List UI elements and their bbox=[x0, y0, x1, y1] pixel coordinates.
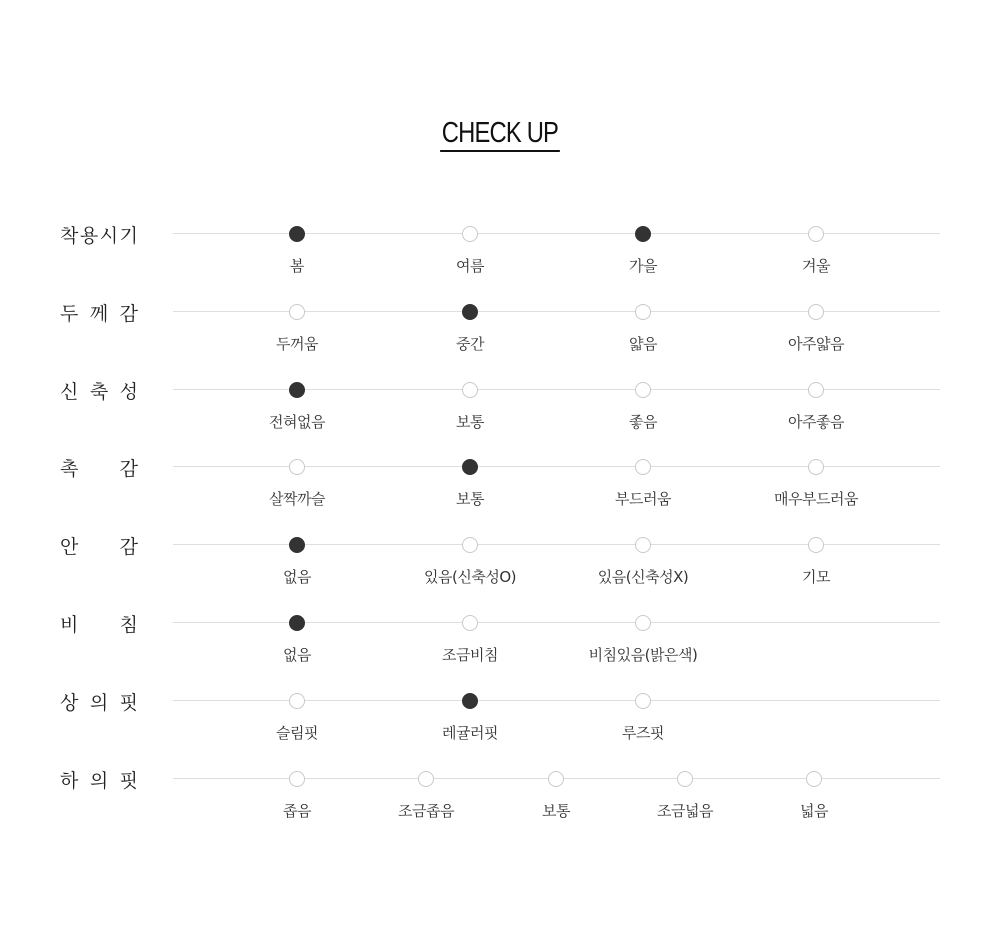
option bbox=[736, 453, 896, 523]
check-row bbox=[0, 453, 1000, 523]
option-label: 얇음 bbox=[629, 335, 657, 353]
option bbox=[563, 609, 723, 679]
option bbox=[217, 298, 377, 368]
option-label: 중간 bbox=[456, 335, 484, 353]
unselected-dot-icon bbox=[462, 537, 478, 553]
option bbox=[563, 298, 723, 368]
option-label: 아주좋음 bbox=[788, 413, 844, 431]
option bbox=[390, 609, 550, 679]
option-label: 부드러움 bbox=[615, 490, 671, 508]
selected-dot-icon bbox=[635, 226, 651, 242]
option-label: 슬림핏 bbox=[276, 724, 318, 742]
row-label-char: 성 bbox=[119, 380, 138, 403]
option-label: 매우부드러움 bbox=[774, 490, 858, 508]
option bbox=[563, 376, 723, 446]
unselected-dot-icon bbox=[289, 771, 305, 787]
check-up-heading-wrap bbox=[0, 116, 1000, 152]
option-label: 조금비침 bbox=[442, 646, 498, 664]
option bbox=[217, 376, 377, 446]
unselected-dot-icon bbox=[635, 459, 651, 475]
check-row bbox=[0, 765, 1000, 835]
option-label: 보통 bbox=[456, 413, 484, 431]
row-label bbox=[60, 220, 138, 248]
unselected-dot-icon bbox=[806, 771, 822, 787]
option bbox=[734, 765, 894, 835]
check-row bbox=[0, 687, 1000, 757]
option-label: 있음(신축성O) bbox=[424, 568, 516, 586]
selected-dot-icon bbox=[289, 537, 305, 553]
row-label bbox=[60, 531, 138, 559]
option-label: 가을 bbox=[629, 257, 657, 275]
option-label: 기모 bbox=[802, 568, 830, 586]
selected-dot-icon bbox=[289, 226, 305, 242]
unselected-dot-icon bbox=[635, 615, 651, 631]
option bbox=[390, 298, 550, 368]
row-label-char: 비 bbox=[60, 613, 79, 636]
unselected-dot-icon bbox=[808, 304, 824, 320]
row-label-char: 시 bbox=[99, 224, 119, 247]
option bbox=[563, 220, 723, 290]
option bbox=[563, 531, 723, 601]
unselected-dot-icon bbox=[289, 459, 305, 475]
unselected-dot-icon bbox=[635, 693, 651, 709]
option bbox=[390, 376, 550, 446]
row-label bbox=[60, 298, 138, 326]
selected-dot-icon bbox=[462, 304, 478, 320]
option-label: 루즈핏 bbox=[622, 724, 664, 742]
unselected-dot-icon bbox=[808, 226, 824, 242]
selected-dot-icon bbox=[462, 459, 478, 475]
option-label: 비침있음(밝은색) bbox=[588, 646, 698, 664]
row-label-char: 의 bbox=[89, 769, 109, 792]
option-label: 조금넓음 bbox=[657, 802, 713, 820]
row-label-char: 감 bbox=[119, 535, 138, 558]
option bbox=[736, 376, 896, 446]
check-row bbox=[0, 298, 1000, 368]
row-label-char: 신 bbox=[60, 380, 79, 403]
option-label: 봄 bbox=[290, 257, 304, 275]
check-row bbox=[0, 609, 1000, 679]
row-label bbox=[60, 453, 138, 481]
option bbox=[390, 531, 550, 601]
row-label-char: 하 bbox=[60, 769, 79, 792]
option bbox=[736, 531, 896, 601]
row-label-char: 착 bbox=[60, 224, 79, 247]
option bbox=[217, 220, 377, 290]
row-label-char: 의 bbox=[89, 691, 109, 714]
row-label-char: 두 bbox=[60, 302, 79, 325]
option-label: 전혀없음 bbox=[269, 413, 325, 431]
row-label-char: 축 bbox=[89, 380, 109, 403]
option bbox=[390, 220, 550, 290]
unselected-dot-icon bbox=[462, 382, 478, 398]
option bbox=[217, 453, 377, 523]
option-label: 넓음 bbox=[800, 802, 828, 820]
option-label: 좁음 bbox=[283, 802, 311, 820]
option-label: 좋음 bbox=[629, 413, 657, 431]
option bbox=[217, 609, 377, 679]
option-label: 레귤러핏 bbox=[442, 724, 498, 742]
option bbox=[217, 531, 377, 601]
unselected-dot-icon bbox=[548, 771, 564, 787]
option bbox=[736, 298, 896, 368]
row-label-char: 께 bbox=[89, 302, 109, 325]
selected-dot-icon bbox=[289, 382, 305, 398]
row-label-char: 감 bbox=[119, 457, 138, 480]
unselected-dot-icon bbox=[808, 382, 824, 398]
unselected-dot-icon bbox=[462, 226, 478, 242]
option-label: 보통 bbox=[456, 490, 484, 508]
option-label: 아주얇음 bbox=[788, 335, 844, 353]
row-label-char: 핏 bbox=[119, 691, 138, 714]
row-label bbox=[60, 765, 138, 793]
selected-dot-icon bbox=[462, 693, 478, 709]
unselected-dot-icon bbox=[677, 771, 693, 787]
unselected-dot-icon bbox=[289, 693, 305, 709]
row-label-char: 상 bbox=[60, 691, 79, 714]
option bbox=[563, 453, 723, 523]
check-up-title: CHECK UP bbox=[440, 116, 560, 152]
option-label: 없음 bbox=[283, 568, 311, 586]
check-row bbox=[0, 376, 1000, 446]
unselected-dot-icon bbox=[462, 615, 478, 631]
option-label: 여름 bbox=[456, 257, 484, 275]
row-label-char: 안 bbox=[60, 535, 79, 558]
unselected-dot-icon bbox=[289, 304, 305, 320]
option bbox=[736, 220, 896, 290]
unselected-dot-icon bbox=[635, 304, 651, 320]
unselected-dot-icon bbox=[635, 537, 651, 553]
row-label-char: 기 bbox=[119, 224, 138, 247]
row-label-char: 용 bbox=[79, 224, 99, 247]
unselected-dot-icon bbox=[808, 459, 824, 475]
option-label: 있음(신축성X) bbox=[597, 568, 689, 586]
row-label-char: 감 bbox=[119, 302, 138, 325]
option-label: 보통 bbox=[542, 802, 570, 820]
row-label bbox=[60, 687, 138, 715]
option-label: 조금좁음 bbox=[398, 802, 454, 820]
unselected-dot-icon bbox=[418, 771, 434, 787]
option-label: 살짝까슬 bbox=[269, 490, 325, 508]
option-label: 겨울 bbox=[802, 257, 830, 275]
option bbox=[217, 687, 377, 757]
unselected-dot-icon bbox=[635, 382, 651, 398]
option bbox=[390, 453, 550, 523]
row-label bbox=[60, 609, 138, 637]
unselected-dot-icon bbox=[808, 537, 824, 553]
option-label: 없음 bbox=[283, 646, 311, 664]
option bbox=[390, 687, 550, 757]
row-label bbox=[60, 376, 138, 404]
option bbox=[563, 687, 723, 757]
option-label: 두꺼움 bbox=[276, 335, 318, 353]
row-label-char: 침 bbox=[119, 613, 138, 636]
selected-dot-icon bbox=[289, 615, 305, 631]
row-label-char: 촉 bbox=[60, 457, 79, 480]
row-label-char: 핏 bbox=[119, 769, 138, 792]
check-row bbox=[0, 220, 1000, 290]
check-row bbox=[0, 531, 1000, 601]
